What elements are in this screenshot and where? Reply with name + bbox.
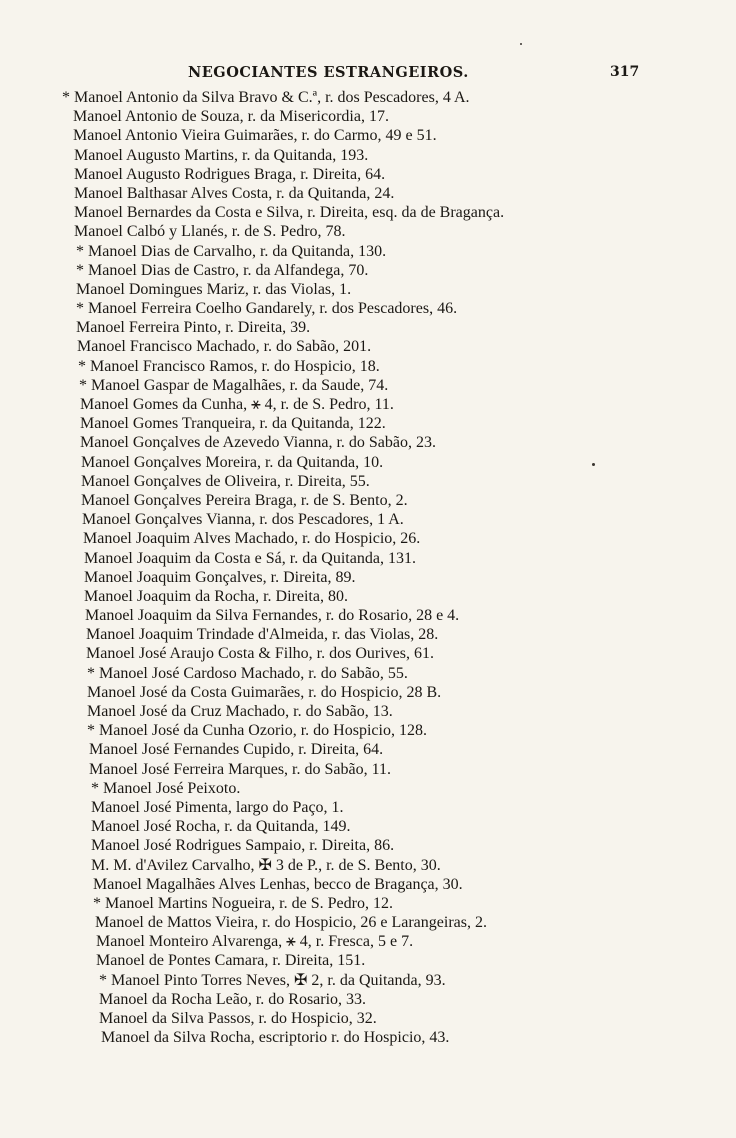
merchant-entry (0, 606, 736, 625)
merchant-entry (0, 433, 736, 452)
merchant-entry-text: Manoel Gonçalves de Oliveira, r. Direita, 55. (81, 472, 370, 490)
merchant-entry (0, 453, 736, 472)
merchant-entry (0, 146, 736, 165)
merchant-entry (0, 740, 736, 759)
page-header (0, 64, 736, 86)
merchant-entry-text: Manoel Gomes da Cunha, ⚹ 4, r. de S. Pedro, 11. (80, 396, 394, 413)
merchant-entry-text: Manoel Ferreira Pinto, r. Direita, 39. (76, 319, 311, 337)
merchant-entry-text: Manoel da Rocha Leão, r. do Rosario, 33. (99, 990, 367, 1008)
merchant-entry-text: * Manoel Martins Nogueira, r. de S. Pedro, 12. (93, 894, 393, 912)
merchant-entry-text: * Manoel José Peixoto. (91, 779, 241, 797)
merchant-entry-text: Manoel Antonio de Souza, r. da Misericordia, 17. (73, 108, 389, 126)
merchant-entry-text: Manoel da Silva Rocha, escriptorio r. do Hospicio, 43. (101, 1029, 450, 1047)
merchant-entry-text: Manoel José Fernandes Cupido, r. Direita, 64. (89, 741, 384, 759)
merchant-entry-text: Manoel Magalhães Alves Lenhas, becco de Bragança, 30. (93, 875, 463, 893)
merchant-entry-text: Manoel Joaquim Alves Machado, r. do Hospicio, 26. (83, 530, 421, 548)
merchant-entry (0, 126, 736, 145)
merchant-entry-text: Manoel Monteiro Alvarenga, ⚹ 4, r. Fresca, 5 e 7. (96, 933, 414, 951)
merchant-list (0, 88, 736, 1047)
merchant-entry-text: Manoel da Silva Passos, r. do Hospicio, 32. (99, 1010, 377, 1027)
merchant-entry-text: Manoel José da Costa Guimarães, r. do Hospicio, 28 B. (87, 683, 442, 701)
merchant-entry (0, 165, 736, 184)
merchant-entry-text: Manoel José Rodrigues Sampaio, r. Direita, 86. (91, 837, 395, 855)
merchant-entry-text: Manoel José da Cruz Machado, r. do Sabão, 13. (87, 703, 393, 720)
merchant-entry-text: * Manoel Dias de Castro, r. da Alfandega, 70. (76, 261, 369, 279)
merchant-entry (0, 817, 736, 836)
merchant-entry (0, 261, 736, 280)
running-title: NEGOCIANTES ESTRANGEIROS. (188, 64, 469, 81)
merchant-entry (0, 299, 736, 318)
merchant-entry-text: Manoel José Araujo Costa & Filho, r. dos Ourives, 61. (86, 645, 434, 663)
merchant-entry (0, 337, 736, 356)
merchant-entry-text: Manoel Joaquim Gonçalves, r. Direita, 89. (84, 568, 356, 586)
merchant-entry (0, 222, 736, 241)
merchant-entry (0, 472, 736, 491)
merchant-entry-text: * Manoel José Cardoso Machado, r. do Sabão, 55. (87, 664, 408, 682)
merchant-entry (0, 664, 736, 683)
merchant-entry-text: Manoel Balthasar Alves Costa, r. da Quitanda, 24. (74, 184, 395, 202)
merchant-entry (0, 798, 736, 817)
merchant-entry (0, 990, 736, 1009)
merchant-entry-text: Manoel José Pimenta, largo do Paço, 1. (91, 798, 344, 816)
merchant-entry-text: Manoel Bernardes da Costa e Silva, r. Direita, esq. da de Bragança. (74, 204, 505, 222)
merchant-entry-text: * Manoel Antonio da Silva Bravo & C.ª, r. dos Pescadores, 4 A. (62, 89, 470, 106)
merchant-entry-text: Manoel Gonçalves Vianna, r. dos Pescadores, 1 A. (82, 511, 404, 529)
merchant-entry (0, 376, 736, 395)
merchant-entry-text: Manoel Joaquim da Costa e Sá, r. da Quitanda, 131. (84, 549, 416, 567)
merchant-entry (0, 721, 736, 740)
merchant-entry-text: * Manoel Ferreira Coelho Gandarely, r. dos Pescadores, 46. (76, 300, 458, 318)
merchant-entry-text: Manoel Joaquim da Silva Fernandes, r. do Rosario, 28 e 4. (85, 607, 460, 625)
merchant-entry (0, 625, 736, 644)
merchant-entry (0, 395, 736, 414)
merchant-entry (0, 568, 736, 587)
merchant-entry (0, 702, 736, 721)
merchant-entry (0, 107, 736, 126)
merchant-entry-text: Manoel Joaquim da Rocha, r. Direita, 80. (84, 587, 348, 605)
merchant-entry (0, 1028, 736, 1047)
merchant-entry-text: Manoel Francisco Machado, r. do Sabão, 201. (77, 338, 372, 356)
merchant-entry (0, 913, 736, 932)
merchant-entry (0, 184, 736, 203)
merchant-entry-text: * Manoel Pinto Torres Neves, ✠ 2, r. da Quitanda, 93. (99, 971, 446, 989)
merchant-entry-text: * Manoel Dias de Carvalho, r. da Quitanda, 130. (76, 242, 387, 260)
merchant-entry-text: Manoel Domingues Mariz, r. das Violas, 1. (76, 280, 352, 298)
merchant-entry (0, 280, 736, 299)
print-speck (520, 43, 522, 45)
merchant-entry-text: Manoel Gonçalves de Azevedo Vianna, r. do Sabão, 23. (80, 434, 436, 452)
merchant-entry (0, 203, 736, 222)
merchant-entry-text: Manoel Gonçalves Moreira, r. da Quitanda, 10. (81, 453, 384, 471)
merchant-entry (0, 529, 736, 548)
merchant-entry (0, 836, 736, 855)
merchant-entry-text: * Manoel Francisco Ramos, r. do Hospicio, 18. (78, 357, 380, 375)
merchant-entry (0, 491, 736, 510)
print-speck (592, 463, 595, 466)
merchant-entry (0, 414, 736, 433)
merchant-entry (0, 644, 736, 663)
merchant-entry (0, 856, 736, 875)
merchant-entry-text: Manoel Augusto Rodrigues Braga, r. Direita, 64. (74, 165, 386, 183)
merchant-entry (0, 875, 736, 894)
merchant-entry-text: Manoel de Pontes Camara, r. Direita, 151. (96, 952, 366, 970)
merchant-entry (0, 932, 736, 951)
merchant-entry-text: Manoel José Rocha, r. da Quitanda, 149. (91, 818, 351, 836)
merchant-entry-text: Manoel de Mattos Vieira, r. do Hospicio, 26 e Larangeiras, 2. (95, 914, 487, 932)
merchant-entry-text: Manoel José Ferreira Marques, r. do Sabão, 11. (89, 760, 391, 778)
merchant-entry (0, 971, 736, 990)
merchant-entry (0, 318, 736, 337)
merchant-entry (0, 357, 736, 376)
merchant-entry (0, 760, 736, 779)
merchant-entry-text: * Manoel Gaspar de Magalhães, r. da Saude, 74. (79, 376, 389, 394)
merchant-entry-text: Manoel Gonçalves Pereira Braga, r. de S. Bento, 2. (81, 491, 408, 509)
merchant-entry (0, 549, 736, 568)
merchant-entry-text: Manoel Augusto Martins, r. da Quitanda, 193. (74, 146, 369, 164)
merchant-entry (0, 951, 736, 970)
merchant-entry (0, 88, 736, 107)
merchant-entry (0, 894, 736, 913)
merchant-entry-text: Manoel Calbó y Llanés, r. de S. Pedro, 78. (74, 223, 346, 241)
page-number: 317 (610, 64, 640, 80)
merchant-entry-text: Manoel Joaquim Trindade d'Almeida, r. das Violas, 28. (86, 626, 439, 644)
merchant-entry (0, 1009, 736, 1028)
merchant-entry-text: M. M. d'Avilez Carvalho, ✠ 3 de P., r. de S. Bento, 30. (91, 856, 441, 874)
merchant-entry (0, 510, 736, 529)
merchant-entry (0, 242, 736, 261)
merchant-entry-text: Manoel Gomes Tranqueira, r. da Quitanda, 122. (80, 415, 386, 433)
merchant-entry (0, 587, 736, 606)
merchant-entry (0, 779, 736, 798)
merchant-entry (0, 683, 736, 702)
merchant-entry-text: Manoel Antonio Vieira Guimarães, r. do Carmo, 49 e 51. (73, 127, 437, 145)
merchant-entry-text: * Manoel José da Cunha Ozorio, r. do Hospicio, 128. (87, 722, 427, 740)
